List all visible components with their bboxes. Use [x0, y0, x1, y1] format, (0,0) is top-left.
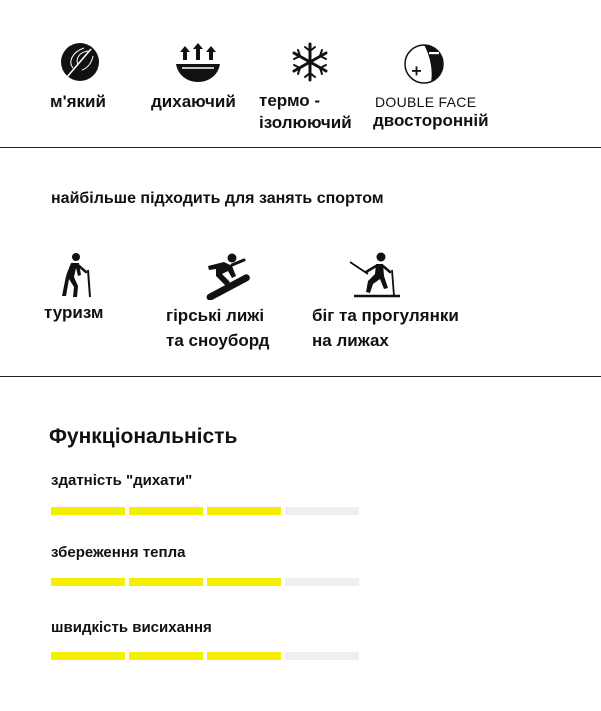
sport-label-line1: гірські лижі [166, 306, 265, 325]
rating-segment-empty [285, 507, 359, 515]
metric-label: здатність "дихати" [51, 472, 193, 489]
rating-segment-filled [51, 578, 125, 586]
rating-segment-filled [51, 507, 125, 515]
rating-segment-empty [285, 652, 359, 660]
functionality-title: Функціональність [49, 425, 238, 448]
sports-heading: найбільше підходить для занять спортом [51, 190, 384, 207]
divider [0, 376, 601, 377]
metric-label: збереження тепла [51, 544, 186, 561]
rating-bar [51, 507, 361, 515]
divider [0, 147, 601, 148]
rating-segment-empty [285, 578, 359, 586]
sport-label-line1: біг та прогулянки [312, 306, 459, 325]
feature-label-line2: ізолюючий [259, 113, 352, 132]
feature-label: м'який [50, 92, 106, 111]
breathable-icon [172, 42, 224, 84]
hiking-icon [60, 252, 96, 298]
rating-bar [51, 578, 361, 586]
sport-label-line2: та сноуборд [166, 331, 270, 350]
feature-label-small: DOUBLE FACE [375, 94, 477, 110]
feature-label-line1: термо - [259, 91, 321, 110]
rating-bar [51, 652, 361, 660]
rating-segment-filled [207, 652, 281, 660]
rating-segment-filled [207, 578, 281, 586]
cross-country-ski-icon [348, 252, 402, 300]
double-face-icon [403, 43, 445, 85]
rating-segment-filled [129, 507, 203, 515]
feather-icon [58, 40, 102, 84]
snowboard-icon [202, 252, 252, 300]
sport-label: туризм [44, 303, 104, 322]
rating-segment-filled [207, 507, 281, 515]
rating-segment-filled [129, 652, 203, 660]
feature-label: двосторонній [373, 111, 489, 130]
rating-segment-filled [51, 652, 125, 660]
sport-label-line2: на лижах [312, 331, 389, 350]
feature-label: дихаючий [151, 92, 236, 111]
metric-label: швидкість висихання [51, 619, 212, 636]
snowflake-icon [290, 42, 330, 82]
rating-segment-filled [129, 578, 203, 586]
